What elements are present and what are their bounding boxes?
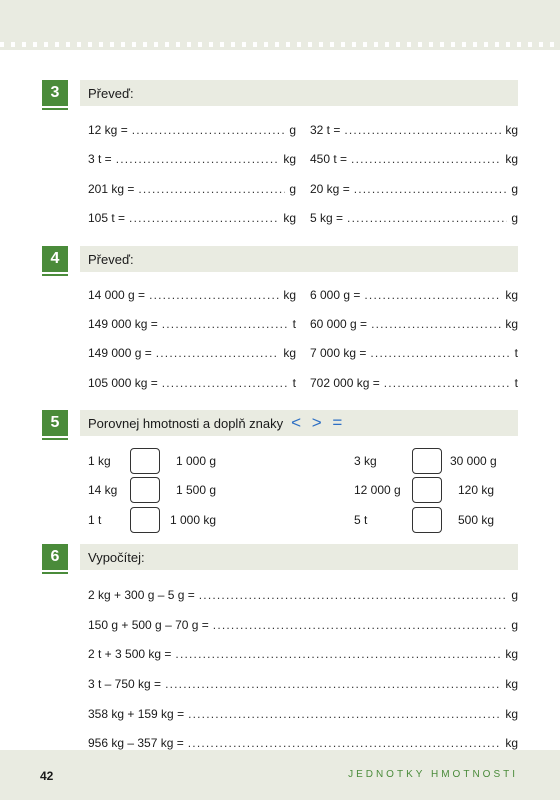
exercise-title: Vypočítej:	[88, 549, 145, 565]
unit: g	[511, 182, 518, 196]
conversion-row	[88, 376, 296, 394]
page-number: 42	[40, 769, 54, 783]
answer-line[interactable]	[175, 647, 501, 661]
left-quantity: 1 t	[88, 513, 102, 527]
sign-answer-box[interactable]	[130, 507, 160, 533]
expression: 20 kg =	[310, 182, 350, 196]
left-quantity: 1 kg	[88, 454, 111, 468]
exercise-header	[80, 80, 518, 106]
right-quantity: 1 000 kg	[170, 513, 217, 527]
answer-line[interactable]	[129, 211, 279, 225]
unit: kg	[505, 707, 518, 721]
sign-answer-box[interactable]	[412, 448, 442, 474]
unit: t	[292, 376, 296, 390]
exercise-header	[80, 544, 518, 570]
unit: g	[511, 618, 518, 632]
expression: 150 g + 500 g – 70 g =	[88, 618, 209, 632]
left-quantity: 14 kg	[88, 483, 118, 497]
conversion-row	[310, 317, 518, 335]
unit: kg	[505, 123, 518, 137]
conversion-row	[88, 123, 296, 141]
unit: kg	[505, 152, 518, 166]
unit: kg	[283, 288, 296, 302]
calculation-row	[88, 618, 518, 636]
sign-answer-box[interactable]	[130, 448, 160, 474]
expression: 6 000 g =	[310, 288, 361, 302]
exercise-title: Převeď:	[88, 85, 134, 101]
unit: g	[289, 123, 296, 137]
answer-line[interactable]	[116, 152, 280, 166]
exercise-number: 4	[42, 246, 68, 272]
expression: 3 t =	[88, 152, 112, 166]
answer-line[interactable]	[149, 288, 279, 302]
exercise-title: Porovnej hmotnosti a doplň znaky	[88, 415, 284, 431]
conversion-row	[88, 346, 296, 364]
expression: 201 kg =	[88, 182, 135, 196]
expression: 12 kg =	[88, 123, 128, 137]
conversion-row	[310, 346, 518, 364]
calculation-row	[88, 677, 518, 695]
conversion-row	[310, 182, 518, 200]
expression: 7 000 kg =	[310, 346, 367, 360]
calculation-row	[88, 647, 518, 665]
unit: kg	[283, 346, 296, 360]
left-quantity: 12 000 g	[354, 483, 401, 497]
comparison-signs: < > =	[291, 413, 346, 432]
conversion-row	[88, 182, 296, 200]
conversion-row	[310, 288, 518, 306]
unit: t	[514, 376, 518, 390]
answer-line[interactable]	[162, 376, 289, 390]
conversion-row	[88, 288, 296, 306]
expression: 3 t – 750 kg =	[88, 677, 162, 691]
exercise-title: Převeď:	[88, 251, 134, 267]
right-quantity: 1 000 g	[176, 454, 217, 468]
exercise-number: 6	[42, 544, 68, 570]
conversion-row	[310, 123, 518, 141]
sign-answer-box[interactable]	[412, 507, 442, 533]
expression: 450 t =	[310, 152, 348, 166]
answer-line[interactable]	[188, 736, 502, 750]
conversion-row	[310, 152, 518, 170]
answer-line[interactable]	[213, 618, 508, 632]
expression: 105 000 kg =	[88, 376, 158, 390]
exercise-5	[42, 410, 518, 540]
answer-line[interactable]	[371, 317, 501, 331]
expression: 2 kg + 300 g – 5 g =	[88, 588, 195, 602]
exercise-header	[80, 410, 518, 436]
answer-line[interactable]	[165, 677, 501, 691]
expression: 32 t =	[310, 123, 341, 137]
number-underline	[42, 438, 68, 440]
conversion-row	[310, 376, 518, 394]
unit: g	[289, 182, 296, 196]
top-decorative-band	[0, 0, 560, 50]
conversion-row	[88, 211, 296, 229]
left-quantity: 3 kg	[354, 454, 377, 468]
expression: 60 000 g =	[310, 317, 368, 331]
answer-line[interactable]	[384, 376, 511, 390]
answer-line[interactable]	[354, 182, 508, 196]
unit: kg	[505, 288, 518, 302]
sign-answer-box[interactable]	[130, 477, 160, 503]
expression: 149 000 g =	[88, 346, 152, 360]
answer-line[interactable]	[162, 317, 289, 331]
unit: t	[514, 346, 518, 360]
exercise-number: 3	[42, 80, 68, 106]
number-underline	[42, 572, 68, 574]
right-quantity: 1 500 g	[176, 483, 217, 497]
exercise-header	[80, 246, 518, 272]
unit: kg	[505, 317, 518, 331]
chapter-title: JEDNOTKY HMOTNOSTI	[348, 769, 518, 780]
exercise-4	[42, 246, 518, 396]
answer-line[interactable]	[156, 346, 280, 360]
answer-line[interactable]	[370, 346, 510, 360]
page-footer	[0, 750, 560, 800]
answer-line[interactable]	[138, 182, 285, 196]
unit: g	[511, 588, 518, 602]
right-quantity: 30 000 g	[450, 454, 497, 468]
expression: 956 kg – 357 kg =	[88, 736, 184, 750]
exercise-3	[42, 80, 518, 240]
unit: kg	[505, 647, 518, 661]
expression: 5 kg =	[310, 211, 344, 225]
answer-line[interactable]	[199, 588, 508, 602]
unit: kg	[505, 736, 518, 750]
calculation-row	[88, 707, 518, 725]
answer-line[interactable]	[364, 288, 501, 302]
expression: 105 t =	[88, 211, 126, 225]
expression: 358 kg + 159 kg =	[88, 707, 185, 721]
expression: 14 000 g =	[88, 288, 146, 302]
expression: 2 t + 3 500 kg =	[88, 647, 172, 661]
exercise-6	[42, 544, 518, 749]
exercise-number: 5	[42, 410, 68, 436]
sign-answer-box[interactable]	[412, 477, 442, 503]
unit: g	[511, 211, 518, 225]
answer-line[interactable]	[132, 123, 286, 137]
answer-line[interactable]	[351, 152, 501, 166]
conversion-row	[88, 152, 296, 170]
expression: 702 000 kg =	[310, 376, 380, 390]
answer-line[interactable]	[344, 123, 501, 137]
right-quantity: 500 kg	[458, 513, 495, 527]
calculation-row	[88, 588, 518, 606]
conversion-row	[88, 317, 296, 335]
conversion-row	[310, 211, 518, 229]
unit: kg	[283, 152, 296, 166]
unit: t	[292, 317, 296, 331]
unit: kg	[283, 211, 296, 225]
number-underline	[42, 274, 68, 276]
right-quantity: 120 kg	[458, 483, 495, 497]
answer-line[interactable]	[188, 707, 501, 721]
left-quantity: 5 t	[354, 513, 368, 527]
answer-line[interactable]	[347, 211, 507, 225]
unit: kg	[505, 677, 518, 691]
number-underline	[42, 108, 68, 110]
expression: 149 000 kg =	[88, 317, 158, 331]
